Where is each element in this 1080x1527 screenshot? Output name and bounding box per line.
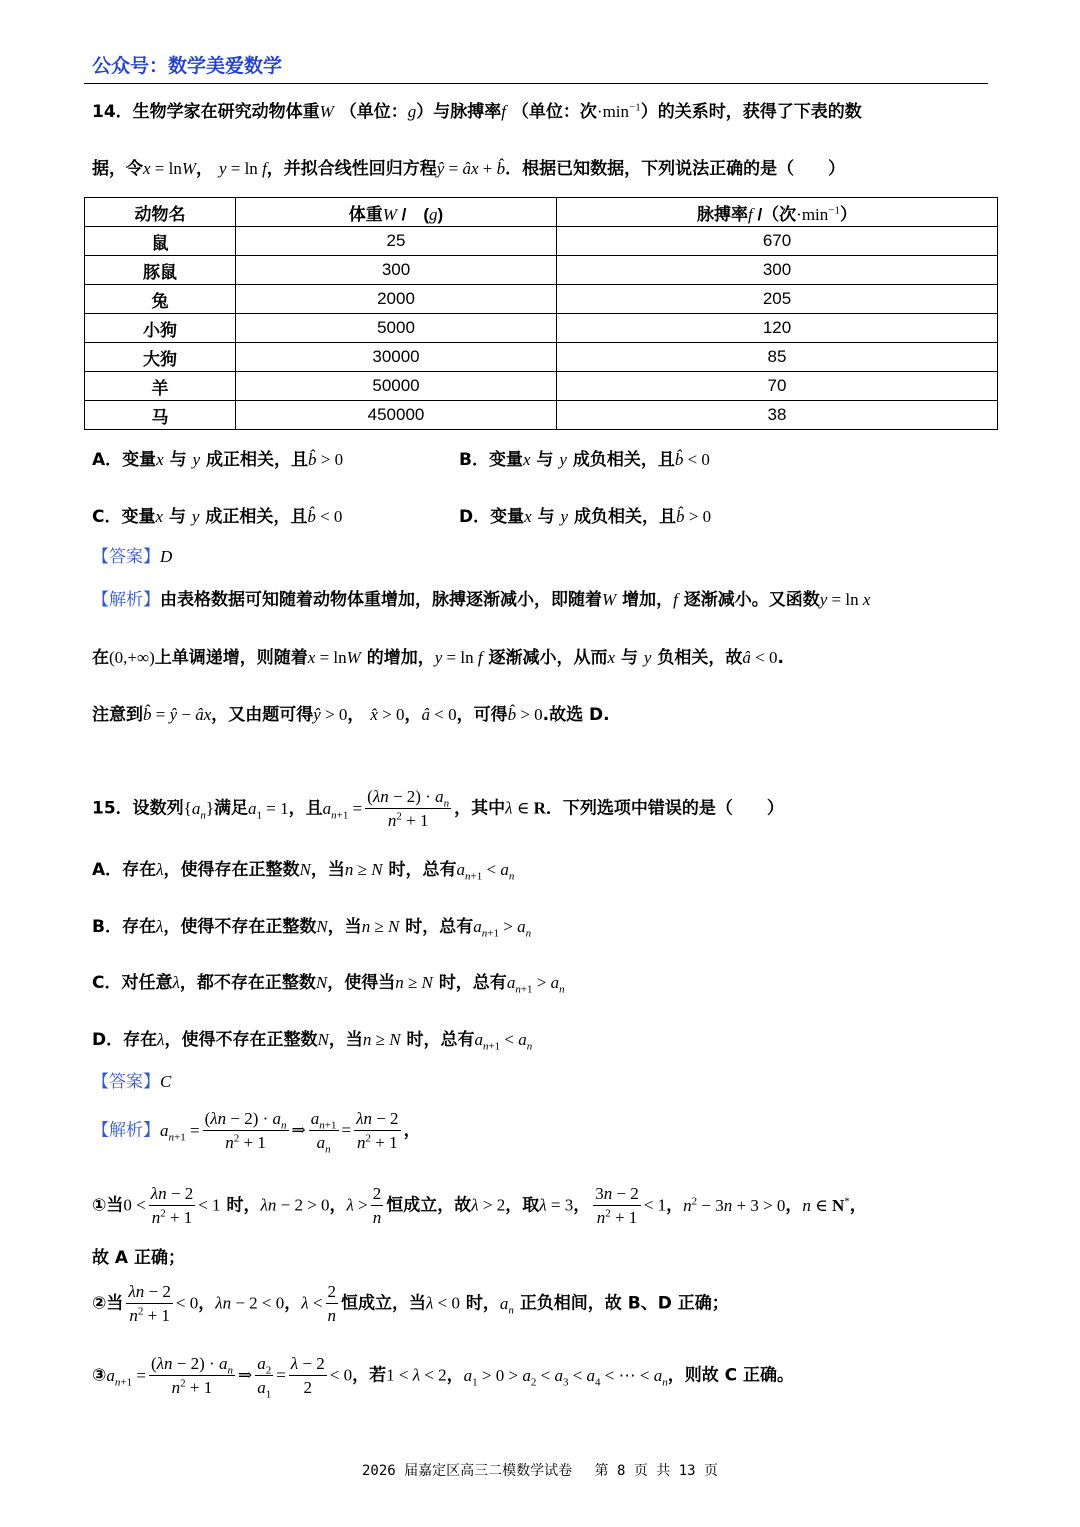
table-cell: 450000 [236, 401, 557, 430]
q14-stem-line1: 14．生物学家在研究动物体重W （单位：g）与脉搏率f （单位：次$\cdot\min^{-1}$）的关系时，获得了下表的数 [92, 101, 862, 122]
table-cell: 50000 [236, 372, 557, 401]
q15-answer: 【答案】C [92, 1072, 172, 1092]
table-cell: 大狗 [85, 343, 236, 372]
q15-stem: 15．设数列$\{a_n\}$满足$a_1 = 1$，且$a_{n+1}$ = $\frac{(\lambda n - 2) \cdot a_n}{n^2 + 1}$ ，其中λ ∈ R．下列选项中错误的是（ ） [92, 787, 784, 830]
q14-analysis-line2: 在(0,+∞)上单调递增，则随着x = lnW 的增加，y = ln f 逐渐减小，从而x 与 y 负相关，故â < 0. [92, 648, 784, 668]
q14-option-d: D．变量x 与 y 成负相关，且b̂ > 0 [459, 507, 712, 527]
q15-option-a: A．存在λ，使得存在正整数N，当n ≥ N 时，总有$a_{n+1} < a_n$ [92, 860, 515, 883]
q14-analysis-line3: 注意到b̂ = ŷ − âx，又由题可得ŷ > 0， x̂ > 0，â < 0，可得b̂ > 0.故选 D. [92, 705, 610, 725]
table-row [85, 285, 998, 314]
table-cell: 120 [557, 314, 998, 343]
q15-option-c: C．对任意λ，都不存在正整数N，使得当n ≥ N 时，总有$a_{n+1} > a_n$ [92, 973, 565, 996]
table-header-cell: 脉搏率f /（次$\cdot\min^{-1}$） [557, 198, 998, 227]
page-footer: 2026 届嘉定区高三二模数学试卷 第 8 页 共 13 页 [361, 1463, 718, 1479]
table-row [85, 372, 998, 401]
table-row [85, 343, 998, 372]
table-cell: 兔 [85, 285, 236, 314]
table-cell: 70 [557, 372, 998, 401]
table-cell: 670 [557, 227, 998, 256]
q15-step1: ①当0 < $\frac{\lambda n - 2}{n^2 + 1}$ < 1 时，λn − 2 > 0，λ > $\frac{2}{n}$ 恒成立，故λ > 2，取λ = 3， $\frac{3n - 2}{n^2 + 1}$ < 1，$n^2 - 3n + 3 > 0$，n ∈ N*， [92, 1184, 867, 1227]
q15-step2: ②当 $\frac{\lambda n - 2}{n^2 + 1}$ < 0，λn − 2 < 0，λ < $\frac{2}{n}$ 恒成立，当λ < 0 时，$a_n$ 正负相间，故 B、D 正确； [92, 1282, 729, 1325]
animal-data-table [84, 197, 998, 430]
table-row [85, 401, 998, 430]
table-cell: 300 [236, 256, 557, 285]
table-cell: 羊 [85, 372, 236, 401]
q14-analysis-line1: 【解析】由表格数据可知随着动物体重增加，脉搏逐渐减小，即随着W 增加，f 逐渐减小。又函数y = ln x [92, 590, 871, 610]
table-cell: 小狗 [85, 314, 236, 343]
table-cell: 85 [557, 343, 998, 372]
q14-option-c: C．变量x 与 y 成正相关，且b̂ < 0 [92, 507, 343, 527]
q15-step3: $③a_{n+1}$ = $\frac{(\lambda n - 2) \cdot a_n}{n^2 + 1}$ ⇒ $\frac{a_2}{a_1}$ = $\frac{\lambda - 2}{2}$ < 0，若1 < λ < 2，$a_1 > 0 > a_2 < a_3 < a_4$ < ⋯ < $a_n$，则故 C 正确。 [92, 1354, 795, 1401]
q14-stem-line2: 据，令x = lnW， y = ln f，并拟合线性回归方程ŷ = âx + b̂．根据已知数据，下列说法正确的是（ ） [92, 159, 846, 179]
table-cell: 鼠 [85, 227, 236, 256]
table-cell: 豚鼠 [85, 256, 236, 285]
table-header-cell: 动物名 [85, 198, 236, 227]
table-cell: 30000 [236, 343, 557, 372]
table-header-cell: 体重W / (g) [236, 198, 557, 227]
table-row [85, 256, 998, 285]
q15-step1-tail: 故 A 正确； [92, 1248, 185, 1268]
q14-answer: 【答案】D [92, 547, 173, 567]
table-row [85, 227, 998, 256]
table-cell: 300 [557, 256, 998, 285]
table-header-row [85, 198, 998, 227]
table-row [85, 314, 998, 343]
q15-option-b: B．存在λ，使得不存在正整数N，当n ≥ N 时，总有$a_{n+1} > a_n$ [92, 917, 532, 940]
table-cell: 25 [236, 227, 557, 256]
table-cell: 5000 [236, 314, 557, 343]
table-cell: 2000 [236, 285, 557, 314]
header-divider [84, 83, 988, 84]
header-title: 公众号：数学美爱数学 [92, 55, 283, 77]
q14-option-b: B．变量x 与 y 成负相关，且b̂ < 0 [459, 450, 710, 470]
q15-option-d: D．存在λ，使得不存在正整数N，当n ≥ N 时，总有$a_{n+1} < a_n$ [92, 1030, 533, 1053]
table-cell: 205 [557, 285, 998, 314]
table-cell: 马 [85, 401, 236, 430]
q14-option-a: A．变量x 与 y 成正相关，且b̂ > 0 [92, 450, 344, 470]
table-cell: 38 [557, 401, 998, 430]
q15-analysis-line1: 【解析】$a_{n+1}$ = $\frac{(\lambda n - 2) \cdot a_n}{n^2 + 1}$ ⇒ $\frac{a_{n+1}}{a_n}$ = $\frac{\lambda n - 2}{n^2 + 1}$ ， [92, 1109, 421, 1156]
